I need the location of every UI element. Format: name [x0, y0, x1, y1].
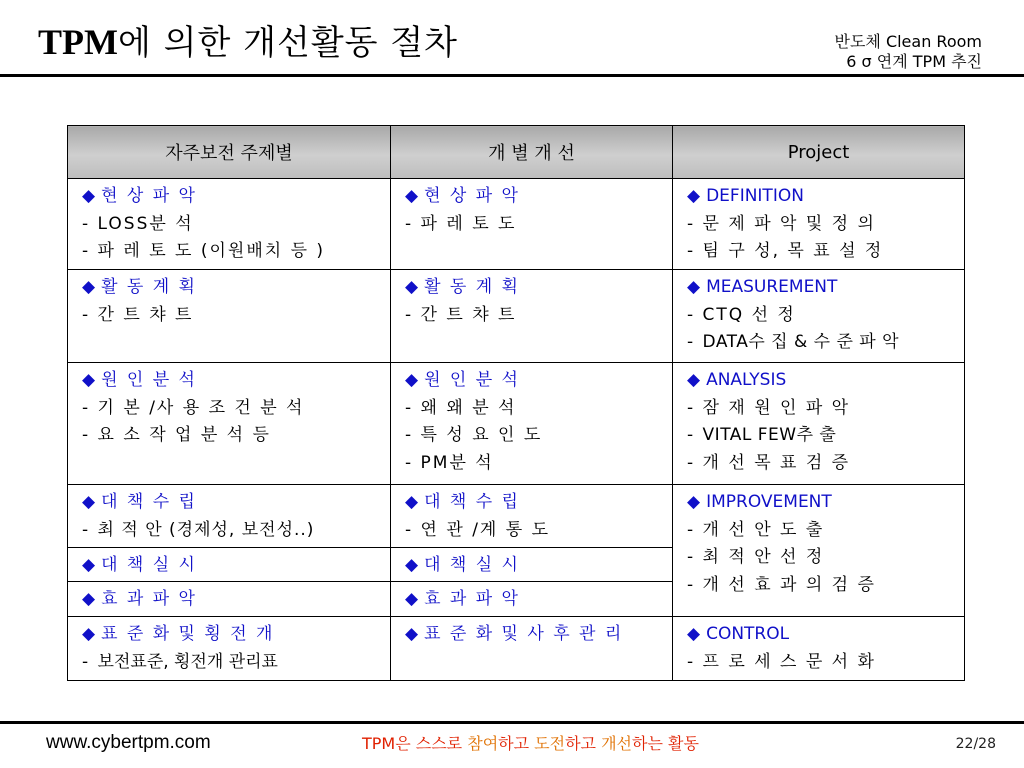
- diamond-bullet-icon: ◆: [405, 186, 419, 206]
- subtitle-line2: 6 σ 연계 TPM 추진: [846, 52, 982, 71]
- diamond-bullet-icon: ◆: [82, 186, 96, 206]
- list-item: [82, 517, 390, 545]
- diamond-bullet-icon: ◆: [687, 624, 701, 644]
- list-item: [405, 302, 672, 330]
- diamond-bullet-icon: ◆: [405, 277, 419, 297]
- list-item-text: 간 트 챠 트: [97, 304, 194, 325]
- list-item-text: DATA수 집 & 수 준 파 악: [702, 332, 900, 352]
- list-item-text: 개 선 목 표 검 증: [702, 452, 851, 473]
- diamond-bullet-icon: ◆: [687, 186, 701, 206]
- step-title: ANALYSIS: [706, 370, 787, 390]
- table-row: [68, 270, 965, 363]
- list-item-text: 연 관 /계 통 도: [420, 519, 550, 540]
- diamond-bullet-icon: ◆: [82, 589, 96, 609]
- step-title: 현 상 파 악: [424, 186, 520, 206]
- dash-bullet: -: [82, 241, 91, 261]
- diamond-bullet-icon: ◆: [405, 492, 419, 512]
- list-item: [405, 395, 672, 423]
- dash-bullet: -: [405, 519, 414, 540]
- table-cell: [391, 617, 673, 681]
- list-item-text: 최 적 안 (경제성, 보전성..): [97, 519, 315, 540]
- step-title: MEASUREMENT: [706, 277, 838, 297]
- dash-bullet: -: [687, 332, 696, 352]
- dash-bullet: -: [82, 397, 91, 418]
- list-item-text: 최 적 안 선 정: [702, 547, 825, 567]
- table-cell: [673, 617, 965, 681]
- list-item: [687, 517, 964, 545]
- list-item-text: 개 선 효 과 의 검 증: [702, 574, 876, 595]
- slogan-part: TPM은 스스로: [362, 734, 468, 753]
- dash-bullet: -: [687, 547, 696, 567]
- list-item-text: 개 선 안 도 출: [702, 519, 825, 540]
- list-item: [405, 450, 672, 478]
- dash-bullet: -: [82, 651, 91, 672]
- dash-bullet: -: [687, 452, 696, 473]
- step-title: DEFINITION: [706, 186, 804, 206]
- slogan-part: 하고: [498, 734, 535, 753]
- diamond-bullet-icon: ◆: [82, 277, 96, 297]
- dash-bullet: -: [82, 304, 91, 325]
- slogan-part: 개선: [601, 734, 632, 753]
- step-title: CONTROL: [706, 624, 790, 644]
- step-title: 대 책 실 시: [424, 555, 520, 575]
- step-title: 표 준 화 및 횡 전 개: [101, 624, 275, 644]
- subtitle: [834, 32, 982, 72]
- step-title: 활 동 계 획: [424, 277, 520, 297]
- dash-bullet: -: [687, 519, 696, 540]
- slogan: [362, 733, 699, 755]
- diamond-bullet-icon: ◆: [405, 624, 419, 644]
- page-number: 22/28: [955, 736, 996, 752]
- table-cell: [391, 270, 673, 363]
- list-item: [687, 450, 964, 478]
- slogan-part: 하는 활동: [632, 734, 699, 753]
- table-cell: [68, 270, 391, 363]
- step-title: 표 준 화 및 사 후 관 리: [424, 624, 624, 644]
- table-cell: [673, 270, 965, 363]
- list-item-text: 특 성 요 인 도: [420, 425, 543, 445]
- list-item: [82, 238, 390, 266]
- list-item-text: 왜 왜 분 석: [420, 397, 517, 418]
- table-row: [68, 485, 965, 548]
- list-item-text: LOSS분 석: [97, 213, 194, 234]
- step-title: 원 인 분 석: [424, 370, 520, 390]
- dash-bullet: -: [405, 397, 414, 418]
- table-cell: [673, 363, 965, 485]
- bottom-divider: [0, 721, 1024, 724]
- dash-bullet: -: [687, 213, 696, 234]
- step-title: 현 상 파 악: [101, 186, 197, 206]
- list-item: [82, 211, 390, 239]
- table-cell: [68, 548, 391, 582]
- diamond-bullet-icon: ◆: [405, 370, 419, 390]
- column-header-project: Project: [673, 126, 965, 179]
- diamond-bullet-icon: ◆: [82, 624, 96, 644]
- page-title: [38, 18, 458, 67]
- dash-bullet: -: [687, 651, 696, 672]
- diamond-bullet-icon: ◆: [687, 492, 701, 512]
- list-item-text: 팀 구 성, 목 표 설 정: [702, 241, 884, 261]
- dash-bullet: -: [82, 213, 91, 234]
- list-item: [82, 395, 390, 423]
- column-header-autonomous: 자주보전 주제별: [68, 126, 391, 179]
- list-item: [82, 649, 390, 677]
- slogan-part: 참여: [467, 734, 499, 753]
- list-item-text: VITAL FEW추 출: [702, 425, 837, 445]
- dash-bullet: -: [687, 241, 696, 261]
- title-tpm: TPM: [38, 22, 118, 62]
- table-cell: [673, 485, 965, 617]
- list-item: [687, 395, 964, 423]
- table-header-row: [68, 126, 965, 179]
- list-item: [82, 302, 390, 330]
- step-title: 대 책 수 립: [101, 492, 197, 512]
- slogan-part: 하고: [565, 734, 602, 753]
- list-item: [687, 302, 964, 330]
- website-link[interactable]: www.cybertpm.com: [46, 732, 211, 753]
- table-cell: [68, 179, 391, 270]
- list-item: [405, 517, 672, 545]
- dash-bullet: -: [82, 519, 91, 540]
- list-item-text: CTQ 선 정: [702, 304, 796, 325]
- table-cell: [391, 485, 673, 548]
- list-item: [687, 329, 964, 357]
- table-cell: [391, 548, 673, 582]
- table-row: [68, 363, 965, 485]
- list-item-text: 기 본 /사 용 조 건 분 석: [97, 397, 305, 418]
- table-cell: [391, 363, 673, 485]
- procedure-table: [67, 125, 965, 681]
- table-cell: [391, 179, 673, 270]
- dash-bullet: -: [82, 425, 91, 445]
- table-cell: [68, 485, 391, 548]
- list-item-text: 간 트 챠 트: [420, 304, 517, 325]
- step-title: 원 인 분 석: [101, 370, 197, 390]
- diamond-bullet-icon: ◆: [405, 589, 419, 609]
- step-title: 효 과 파 악: [101, 589, 197, 609]
- subtitle-line1: 반도체 Clean Room: [834, 32, 982, 51]
- list-item-text: 잠 재 원 인 파 악: [702, 397, 851, 418]
- table-cell: [673, 179, 965, 270]
- dash-bullet: -: [687, 397, 696, 418]
- diamond-bullet-icon: ◆: [82, 555, 96, 575]
- list-item-text: PM분 석: [420, 452, 494, 473]
- list-item-text: 파 레 토 도 (이원배치 등 ): [97, 241, 326, 261]
- table-cell: [68, 582, 391, 617]
- dash-bullet: -: [687, 425, 696, 445]
- diamond-bullet-icon: ◆: [687, 370, 701, 390]
- step-title: IMPROVEMENT: [706, 492, 832, 512]
- list-item: [82, 422, 390, 450]
- dash-bullet: -: [405, 425, 414, 445]
- dash-bullet: -: [405, 304, 414, 325]
- list-item: [687, 544, 964, 572]
- list-item-text: 보전표준, 횡전개 관리표: [97, 651, 278, 672]
- diamond-bullet-icon: ◆: [405, 555, 419, 575]
- table-row: [68, 179, 965, 270]
- dash-bullet: -: [687, 574, 696, 595]
- list-item-text: 요 소 작 업 분 석 등: [97, 425, 271, 445]
- step-title: 대 책 실 시: [101, 555, 197, 575]
- step-title: 대 책 수 립: [424, 492, 520, 512]
- list-item: [687, 649, 964, 677]
- step-title: 효 과 파 악: [424, 589, 520, 609]
- table-row: [68, 617, 965, 681]
- list-item-text: 문 제 파 악 및 정 의: [702, 213, 876, 234]
- dash-bullet: -: [405, 452, 414, 473]
- list-item: [687, 211, 964, 239]
- column-header-individual: 개 별 개 선: [391, 126, 673, 179]
- step-title: 활 동 계 획: [101, 277, 197, 297]
- list-item: [405, 422, 672, 450]
- dash-bullet: -: [405, 213, 414, 234]
- table-cell: [68, 363, 391, 485]
- slogan-part: 도전: [534, 734, 566, 753]
- list-item-text: 프 로 세 스 문 서 화: [702, 651, 876, 672]
- top-divider: [0, 74, 1024, 77]
- diamond-bullet-icon: ◆: [687, 277, 701, 297]
- list-item-text: 파 레 토 도: [420, 213, 517, 234]
- dash-bullet: -: [687, 304, 696, 325]
- list-item: [687, 422, 964, 450]
- table-cell: [391, 582, 673, 617]
- list-item: [687, 238, 964, 266]
- list-item: [687, 572, 964, 600]
- table-cell: [68, 617, 391, 681]
- diamond-bullet-icon: ◆: [82, 370, 96, 390]
- list-item: [405, 211, 672, 239]
- title-text: 에 의한 개선활동 절차: [117, 23, 459, 63]
- diamond-bullet-icon: ◆: [82, 492, 96, 512]
